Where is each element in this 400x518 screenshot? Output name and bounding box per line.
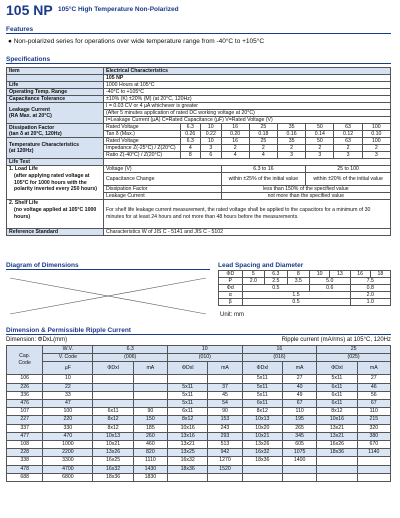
spec-tc-rv: 25 — [249, 138, 277, 145]
ripple-cap-uf: 1000 — [43, 441, 93, 449]
ripple-wv: 6.3 — [93, 346, 168, 354]
ripple-dimension — [242, 473, 282, 481]
spec-df-rv: 16 — [221, 124, 249, 131]
dimension-diagram — [6, 274, 210, 318]
ripple-current: 380 — [357, 432, 390, 440]
spec-df-rv-label: Rated Voltage — [104, 124, 181, 131]
spec-tc-z2: 3 — [334, 152, 362, 159]
spec-load-df-label: Dissipation Factor — [104, 186, 222, 193]
spec-op-temp-value: -40°C to +105°C — [104, 89, 391, 96]
spec-tc-z1: 2 — [221, 145, 249, 152]
lead-d: 5 — [242, 271, 265, 278]
ripple-current: 1520 — [208, 465, 242, 473]
ripple-current: 90 — [208, 408, 242, 416]
ripple-row — [7, 400, 391, 408]
spec-lifetest-label: Life Test — [7, 159, 104, 166]
ripple-current: 345 — [282, 432, 316, 440]
lead-a: 1.5 — [242, 292, 350, 299]
ripple-current: 1400 — [282, 457, 316, 465]
ripple-dimension: 13x16 — [168, 432, 208, 440]
spec-cap-change-1: within ±25% of the initial value — [221, 173, 306, 186]
ripple-current — [282, 473, 316, 481]
ripple-current: 243 — [208, 424, 242, 432]
ripple-row — [7, 441, 391, 449]
ripple-dxl-label: ΦDxl — [317, 362, 357, 375]
ripple-cap-header — [7, 346, 43, 375]
ripple-dimension: 5x11 — [317, 375, 357, 383]
ripple-dimension: 10x21 — [242, 432, 282, 440]
spec-load-lc-val: not more than the specified value — [221, 193, 390, 200]
spec-load-df-val: less than 150% of the specified value — [221, 186, 390, 193]
diagram-heading: Diagram of Dimensions — [6, 262, 210, 270]
spec-cap-change-2: within ±20% of the initial value — [306, 173, 391, 186]
ripple-dimension: 8x12 — [242, 408, 282, 416]
ripple-cap-code: 338 — [7, 457, 43, 465]
ripple-dimension: 5x11 — [168, 383, 208, 391]
ripple-wv-label: W.V. — [43, 346, 93, 354]
ripple-cap-code: 337 — [7, 424, 43, 432]
lead-p: 7.5 — [350, 278, 391, 285]
ripple-current: 49 — [282, 391, 316, 399]
ripple-dimension: 6x11 — [317, 400, 357, 408]
ripple-dimension: 5x11 — [168, 400, 208, 408]
ripple-dimension: 8x12 — [93, 416, 133, 424]
spec-ref-value: Characteristics W of JIS C - 5141 and JIS C - 5102 — [104, 229, 391, 236]
ripple-vcode: (016) — [242, 354, 317, 362]
spec-df-tan: 0.20 — [221, 131, 249, 138]
ripple-current: 942 — [208, 449, 242, 457]
spec-df-title: Dissipation Factor — [9, 124, 55, 131]
ripple-ma-label: mA — [357, 362, 390, 375]
spec-tc-z2: 8 — [180, 152, 201, 159]
ripple-cap-uf: 330 — [43, 424, 93, 432]
ripple-vcode: (006) — [93, 354, 168, 362]
ripple-current: 40 — [282, 383, 316, 391]
spec-load-v2: 25 to 100 — [306, 166, 391, 173]
spec-tc-ratio-cell — [104, 152, 181, 159]
spec-life-value: 1000 Hours at 105°C — [104, 82, 391, 89]
lead-heading: Lead Spacing and Diameter — [218, 262, 304, 269]
ripple-current: 56 — [357, 391, 390, 399]
lead-p: 2.5 — [265, 278, 288, 285]
ripple-dimension: 16x32 — [93, 465, 133, 473]
lead-d: 8 — [287, 271, 310, 278]
lead-phid-label: Φd — [219, 285, 243, 292]
ripple-current: 46 — [357, 383, 390, 391]
spec-tc-z2: 4 — [221, 152, 249, 159]
specifications-table — [6, 67, 391, 236]
ripple-dimension: 8x12 — [93, 424, 133, 432]
spec-col-char: Electrical Characteristics — [104, 68, 391, 75]
ripple-heading: Dimension & Permissible Ripple Current — [6, 327, 391, 335]
ripple-current: 1140 — [357, 449, 390, 457]
spec-tc-subtitle: (at 120Hz) — [9, 148, 34, 154]
ripple-current — [357, 473, 390, 481]
ripple-ma-label: mA — [208, 362, 242, 375]
spec-df-rv: 63 — [334, 124, 362, 131]
ripple-cap-uf: 100 — [43, 408, 93, 416]
ripple-current: 37 — [208, 383, 242, 391]
spec-tc-z1: 2 — [277, 145, 305, 152]
ripple-current — [282, 465, 316, 473]
ripple-uf-label: µF — [43, 362, 93, 375]
ripple-dimension: 16x25 — [93, 457, 133, 465]
spec-tc-imp-cell — [104, 145, 181, 152]
ripple-current: 215 — [357, 416, 390, 424]
spec-tc-rv: 16 — [221, 138, 249, 145]
ripple-dimension — [242, 465, 282, 473]
spec-leakage-line1: I = 0.03 CV or 4 µA whichever is greater — [104, 103, 391, 110]
ripple-current: 27 — [282, 375, 316, 383]
spec-load-lc-label: Leakage Current — [104, 193, 222, 200]
ripple-cap-code: 228 — [7, 449, 43, 457]
ripple-current — [357, 465, 390, 473]
ripple-dimension: 5x11 — [242, 375, 282, 383]
spec-df-tan: 0.16 — [277, 131, 305, 138]
ripple-dxl-label: ΦDxl — [93, 362, 133, 375]
ripple-cap-uf: 4700 — [43, 465, 93, 473]
spec-tc-rv: 35 — [277, 138, 305, 145]
ripple-dimension: 8x12 — [317, 408, 357, 416]
ripple-current: 67 — [282, 400, 316, 408]
ripple-row — [7, 432, 391, 440]
ripple-dxl-label: ΦDxl — [242, 362, 282, 375]
ripple-row — [7, 424, 391, 432]
lead-a: 2.0 — [350, 292, 391, 299]
spec-df-rv: 6.3 — [180, 124, 201, 131]
ripple-cap-uf: 220 — [43, 416, 93, 424]
lead-p: 2.0 — [242, 278, 265, 285]
features-heading: Features — [6, 26, 391, 34]
ripple-dimension: 18x36 — [168, 465, 208, 473]
ripple-dimension: 10x13 — [93, 432, 133, 440]
spec-tc-z2-label: Z(-40°C) / Z(20°C) — [119, 152, 163, 158]
spec-item-label — [7, 75, 104, 82]
ripple-current: 293 — [208, 432, 242, 440]
ripple-current: 820 — [133, 449, 167, 457]
spec-tc-rv: 10 — [201, 138, 222, 145]
ripple-current: 90 — [133, 408, 167, 416]
ripple-dimension: 18x36 — [242, 457, 282, 465]
lead-d: 13 — [330, 271, 350, 278]
ripple-dimension: 13x21 — [168, 441, 208, 449]
lead-p-label: P — [219, 278, 243, 285]
lead-d: 6.3 — [265, 271, 288, 278]
ripple-dimension — [93, 400, 133, 408]
ripple-cap-code: 478 — [7, 465, 43, 473]
ripple-dimension: 6x11 — [317, 391, 357, 399]
ripple-left-note: Dimension: ΦDxL(mm) — [6, 337, 68, 343]
spec-load-life — [7, 166, 104, 200]
ripple-current — [357, 457, 390, 465]
spec-df-tan: 0.22 — [201, 131, 222, 138]
lead-b-label: β — [219, 299, 243, 306]
ripple-cap-code: 108 — [7, 441, 43, 449]
series-subtitle: 105°C High Temperature Non-Polarized — [58, 6, 179, 13]
ripple-cap-uf: 47 — [43, 400, 93, 408]
spec-df-tan: 0.26 — [180, 131, 201, 138]
ripple-dimension: 6x11 — [317, 383, 357, 391]
ripple-current: 67 — [357, 400, 390, 408]
lead-p: 5.0 — [310, 278, 350, 285]
features-text-value: Non-polarized series for operations over wide temperature range from -40°C to +105°C — [13, 38, 265, 45]
ripple-row — [7, 465, 391, 473]
spec-tc-rv: 100 — [362, 138, 390, 145]
spec-load-v-label: Voltage (V) — [104, 166, 222, 173]
ripple-right-note: Ripple current (mA/rms) at 105°C, 120Hz — [281, 337, 391, 343]
ripple-cap-code: 476 — [7, 400, 43, 408]
lead-phid: 0.8 — [350, 285, 391, 292]
spec-shelf-desc: (no voltage applied at 105°C 1000 hours) — [14, 206, 97, 220]
ripple-cap-uf: 6800 — [43, 473, 93, 481]
ripple-dimension: 10x16 — [168, 424, 208, 432]
spec-tc-z2: 4 — [249, 152, 277, 159]
lead-d-label: ΦD — [219, 271, 243, 278]
ripple-cap-code: 336 — [7, 391, 43, 399]
ripple-dimension: 13x21 — [317, 424, 357, 432]
ripple-cap-code: 477 — [7, 432, 43, 440]
spec-load-desc: (after applying rated voltage at 105°C for 1000 hours with the polarity inverted every 250 hours) — [14, 172, 98, 193]
lead-b: 0.5 — [242, 299, 350, 306]
ripple-table — [6, 345, 391, 482]
ripple-row — [7, 391, 391, 399]
lead-d: 10 — [310, 271, 330, 278]
spec-op-temp-label: Operating Temp. Range — [7, 89, 104, 96]
ripple-dimension: 6x11 — [242, 400, 282, 408]
ripple-current: 605 — [282, 441, 316, 449]
ripple-dimension — [168, 473, 208, 481]
spec-ref-label: Reference Standard — [7, 229, 104, 236]
spec-tc-rv: 63 — [334, 138, 362, 145]
lead-b: 1.0 — [350, 299, 391, 306]
ripple-row — [7, 416, 391, 424]
ripple-cap-uf: 3300 — [43, 457, 93, 465]
ripple-current: 185 — [133, 424, 167, 432]
ripple-current: 1430 — [133, 465, 167, 473]
spec-tc-title: Temperature Characteristics — [9, 142, 79, 148]
ripple-dimension: 10x21 — [93, 441, 133, 449]
spec-shelf-life — [7, 200, 104, 229]
ripple-ma-label: mA — [282, 362, 316, 375]
ripple-row — [7, 473, 391, 481]
lead-p: 3.5 — [287, 278, 310, 285]
spec-tc-z1: 2 — [306, 145, 334, 152]
spec-tc-rv: 50 — [306, 138, 334, 145]
lead-a-label: α — [219, 292, 243, 299]
ripple-cap-code: 226 — [7, 383, 43, 391]
ripple-dimension: 18x36 — [93, 473, 133, 481]
spec-df-tan: 0.10 — [362, 131, 390, 138]
ripple-dimension: 10x13 — [242, 416, 282, 424]
lead-d: 16 — [350, 271, 370, 278]
ripple-vcode-label: V. Code — [43, 354, 93, 362]
ripple-dimension: 10x20 — [242, 424, 282, 432]
features-text: ● Non-polarized series for operations over wide temperature range from -40°C to +105°C — [8, 38, 265, 45]
series-title: 105 NP — [6, 2, 53, 18]
spec-df-label — [7, 124, 104, 138]
ripple-dimension: 16x26 — [317, 441, 357, 449]
ripple-current: 320 — [357, 424, 390, 432]
spec-tc-z2: 3 — [306, 152, 334, 159]
ripple-current: 153 — [208, 416, 242, 424]
ripple-current: 670 — [357, 441, 390, 449]
spec-cap-tol-value: ±10% (K) ±20% (M) (at 20°C, 120Hz) — [104, 96, 391, 103]
ripple-code-label: Code — [18, 360, 31, 367]
ripple-cap-uf: 470 — [43, 432, 93, 440]
ripple-dimension — [93, 391, 133, 399]
spec-tc-z1-label: Z(-25°C) / Z(20°C) — [133, 145, 176, 151]
spec-df-rv: 35 — [277, 124, 305, 131]
spec-life-label: Life — [7, 82, 104, 89]
spec-tc-rv: 6.3 — [180, 138, 201, 145]
ripple-current — [133, 383, 167, 391]
ripple-row — [7, 408, 391, 416]
ripple-current — [133, 375, 167, 383]
ripple-current — [133, 391, 167, 399]
ripple-dimension: 13x26 — [242, 441, 282, 449]
ripple-dimension: 13x26 — [93, 449, 133, 457]
ripple-current: 1110 — [133, 457, 167, 465]
ripple-dimension: 5x11 — [168, 391, 208, 399]
ripple-row — [7, 375, 391, 383]
specifications-heading: Specifications — [6, 56, 391, 64]
spec-tc-z2: 3 — [277, 152, 305, 159]
ripple-dimension: 16x32 — [168, 457, 208, 465]
ripple-dimension: 10x16 — [317, 416, 357, 424]
spec-tc-z1: 2 — [249, 145, 277, 152]
ripple-dimension: 6x11 — [93, 408, 133, 416]
spec-df-rv: 25 — [249, 124, 277, 131]
spec-df-rv: 10 — [201, 124, 222, 131]
ripple-dimension — [93, 383, 133, 391]
ripple-wv: 16 — [242, 346, 317, 354]
spec-tc-z1: 3 — [201, 145, 222, 152]
ripple-wv: 25 — [317, 346, 391, 354]
ripple-vcode: (025) — [317, 354, 391, 362]
spec-leakage-line3: I=Leakage Current (µA) C=Rated Capacitance (µF) V=Rated Voltage (V) — [104, 117, 391, 124]
ripple-dimension — [93, 375, 133, 383]
ripple-dimension — [317, 473, 357, 481]
ripple-current: 265 — [282, 424, 316, 432]
ripple-current — [208, 375, 242, 383]
ripple-dimension — [168, 375, 208, 383]
ripple-cap-label: Cap. — [19, 353, 31, 359]
ripple-current: 150 — [133, 416, 167, 424]
spec-df-tan-label: Tan δ (Max.) — [104, 131, 181, 138]
ripple-dimension: 5x11 — [242, 391, 282, 399]
ripple-ma-label: mA — [133, 362, 167, 375]
spec-df-rv: 50 — [306, 124, 334, 131]
ripple-vcode: (010) — [168, 354, 243, 362]
ripple-current — [208, 473, 242, 481]
ripple-cap-code: 688 — [7, 473, 43, 481]
spec-df-subtitle: (tan δ at 20°C, 120Hz) — [9, 130, 62, 137]
spec-shelf-title: 2. Shelf Life — [9, 200, 39, 206]
ripple-dimension: 6x11 — [168, 408, 208, 416]
spec-tc-z2: 3 — [362, 152, 390, 159]
ripple-dimension — [317, 457, 357, 465]
spec-leakage-label — [7, 103, 104, 124]
spec-tc-z1: 4 — [180, 145, 201, 152]
ripple-current: 1830 — [133, 473, 167, 481]
ripple-dimension: 5x11 — [242, 383, 282, 391]
ripple-cap-uf: 10 — [43, 375, 93, 383]
ripple-cap-code: 106 — [7, 375, 43, 383]
spec-cap-tol-label: Capacitance Tolerance — [7, 96, 104, 103]
spec-cap-change-label: Capacitance Change — [104, 173, 222, 186]
ripple-dimension: 13x21 — [317, 432, 357, 440]
ripple-dimension: 18x36 — [317, 449, 357, 457]
ripple-current: 260 — [133, 432, 167, 440]
ripple-current: 195 — [282, 416, 316, 424]
spec-tc-ratio-label: Ratio — [106, 152, 119, 158]
ripple-current: 460 — [133, 441, 167, 449]
spec-col-item: Item — [7, 68, 104, 75]
ripple-cap-uf: 2200 — [43, 449, 93, 457]
spec-tc-z2: 6 — [201, 152, 222, 159]
ripple-row — [7, 383, 391, 391]
spec-series: 105 NP — [104, 75, 391, 82]
spec-df-rv: 100 — [362, 124, 390, 131]
ripple-dimension: 8x12 — [168, 416, 208, 424]
ripple-cap-uf: 33 — [43, 391, 93, 399]
spec-load-v1: 6.3 to 16 — [221, 166, 306, 173]
ripple-current: 1075 — [282, 449, 316, 457]
ripple-cap-uf: 22 — [43, 383, 93, 391]
spec-tc-z1: 2 — [362, 145, 390, 152]
ripple-current: 27 — [357, 375, 390, 383]
ripple-current: 513 — [208, 441, 242, 449]
spec-leakage-line2: (After 5 minutes application of rated DC working voltage at 20°C) — [104, 110, 391, 117]
spec-tc-label — [7, 138, 104, 159]
lead-unit: Unit: mm — [220, 312, 244, 318]
lead-phid: 0.6 — [310, 285, 350, 292]
spec-load-title: 1. Load Life — [9, 166, 38, 172]
spec-tc-rv-label: Rated Voltage — [104, 138, 181, 145]
ripple-current: 1270 — [208, 457, 242, 465]
ripple-wv: 10 — [168, 346, 243, 354]
ripple-current: 54 — [208, 400, 242, 408]
ripple-dimension: 13x25 — [168, 449, 208, 457]
spec-leakage-title: Leakage Current — [9, 107, 50, 113]
spec-lifetest-blank — [104, 159, 391, 166]
lead-phid: 0.5 — [242, 285, 310, 292]
spec-df-tan: 0.18 — [249, 131, 277, 138]
ripple-dxl-label: ΦDxl — [168, 362, 208, 375]
spec-tc-z1: 2 — [334, 145, 362, 152]
ripple-row — [7, 457, 391, 465]
ripple-current: 110 — [357, 408, 390, 416]
spec-shelf-text: For shelf life leakage current measurement, the rated voltage shall be applied to the capacitors for a minimum of 30 minutes for at least 24 hours and not more than 48 hours before the measurements. — [104, 200, 391, 229]
spec-tc-imp-label: Impedance — [106, 145, 132, 151]
ripple-current: 110 — [282, 408, 316, 416]
ripple-cap-code: 227 — [7, 416, 43, 424]
ripple-current: 45 — [208, 391, 242, 399]
lead-d: 18 — [370, 271, 390, 278]
ripple-dimension: 16x32 — [242, 449, 282, 457]
ripple-current — [133, 400, 167, 408]
spec-df-tan: 0.14 — [306, 131, 334, 138]
ripple-cap-code: 107 — [7, 408, 43, 416]
ripple-row — [7, 449, 391, 457]
spec-leakage-subtitle: (RA Max. at 20°C) — [9, 113, 52, 119]
lead-table — [218, 270, 391, 306]
ripple-dimension — [317, 465, 357, 473]
spec-df-tan: 0.12 — [334, 131, 362, 138]
